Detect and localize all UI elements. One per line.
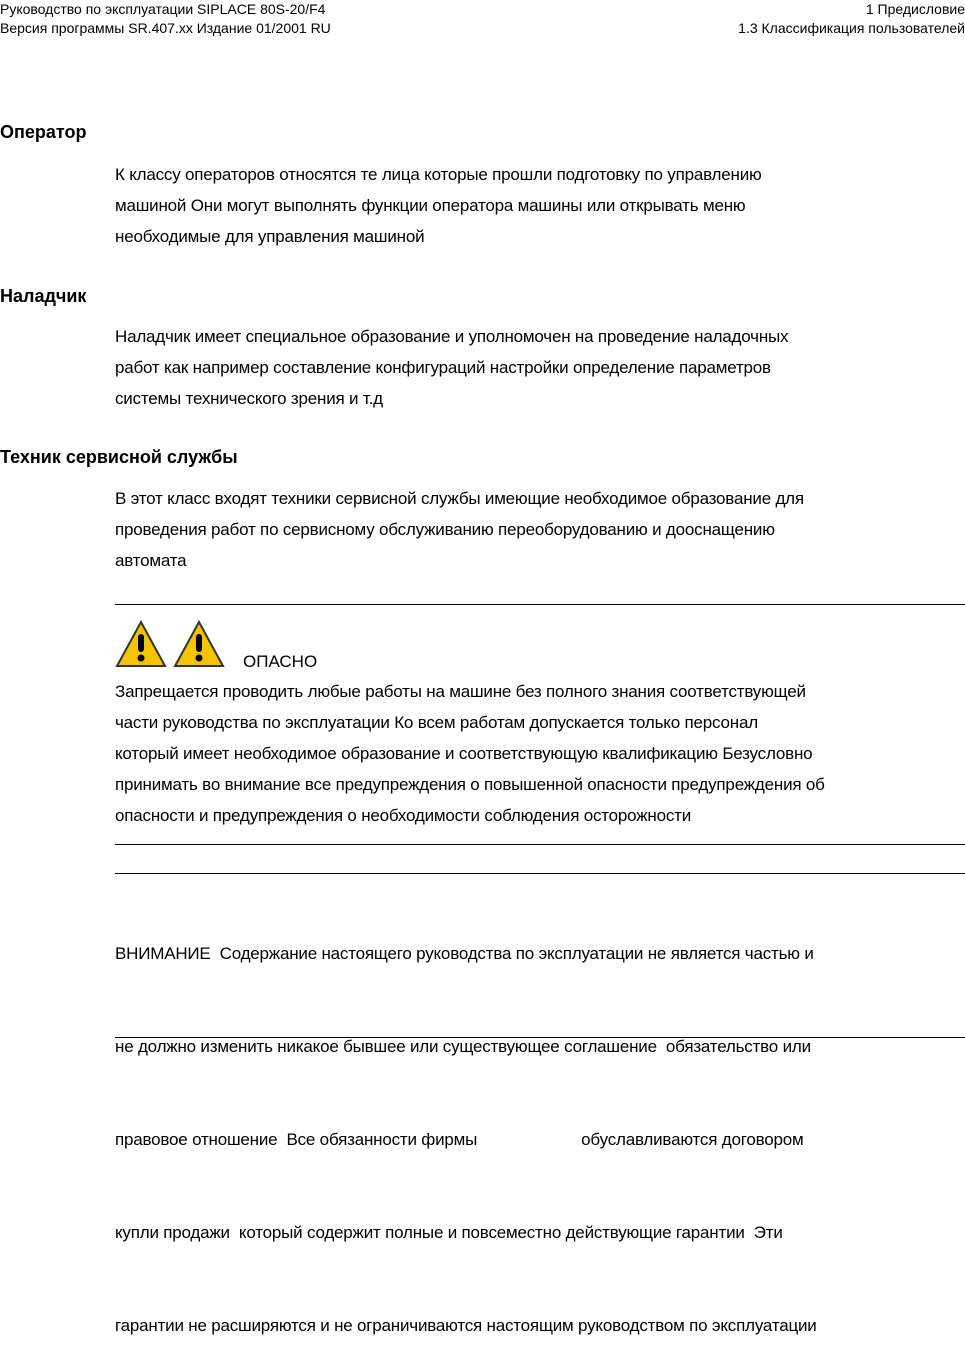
text-line: Наладчик имеет специальное образование и уполномочен на проведение наладочных <box>115 327 789 346</box>
text-line: К классу операторов относятся те лица которые прошли подготовку по управлению <box>115 165 762 184</box>
text-line: необходимые для управления машиной <box>115 227 425 246</box>
header-left <box>0 0 331 38</box>
text-line: не должно изменить никакое бывшее или существующее соглашение обязательство или <box>115 1037 811 1056</box>
operator-paragraph <box>115 159 762 252</box>
version-info: Версия программы SR.407.xx Издание 01/2001 RU <box>0 20 331 36</box>
manual-title: Руководство по эксплуатации SIPLACE 80S-20/F4 <box>0 1 326 17</box>
text-line: правовое отношение Все обязанности фирмы обуславливаются договором <box>115 1130 804 1149</box>
heading-setter: Наладчик <box>0 286 87 306</box>
setter-paragraph <box>115 321 788 414</box>
danger-label: ОПАСНО <box>243 652 318 671</box>
divider <box>115 844 965 845</box>
danger-paragraph <box>115 676 825 831</box>
text-line: части руководства по эксплуатации Ко всем работам допускается только персонал <box>115 713 758 732</box>
heading-operator: Оператор <box>0 122 87 142</box>
warning-triangle-icon <box>115 620 167 668</box>
divider <box>115 873 965 874</box>
text-line: Запрещается проводить любые работы на машине без полного знания соответствующей <box>115 682 806 701</box>
text-line: системы технического зрения и т.д <box>115 389 383 408</box>
divider <box>115 1037 965 1038</box>
divider <box>115 604 965 605</box>
text-line: машиной Они могут выполнять функции оператора машины или открывать меню <box>115 196 746 215</box>
text-line: купли продажи который содержит полные и повсеместно действующие гарантии Эти <box>115 1223 783 1242</box>
text-line: В этот класс входят техники сервисной службы имеющие необходимое образование для <box>115 489 804 508</box>
chapter-title: 1 Предисловие <box>865 1 965 17</box>
warning-triangle-icon <box>173 620 225 668</box>
text-line: опасности и предупреждения о необходимости соблюдения осторожности <box>115 806 692 825</box>
warning-icons <box>115 620 225 668</box>
heading-service-technician: Техник сервисной службы <box>0 447 238 467</box>
text-line: проведения работ по сервисному обслуживанию переоборудованию и дооснащению <box>115 520 775 539</box>
notice-paragraph <box>115 876 817 1372</box>
text-line: ВНИМАНИЕ Содержание настоящего руководства по эксплуатации не является частью и <box>115 944 814 963</box>
text-line: работ как например составление конфигураций настройки определение параметров <box>115 358 771 377</box>
section-title: 1.3 Классификация пользователей <box>738 20 965 36</box>
service-paragraph <box>115 483 804 576</box>
text-line: гарантии не расширяются и не ограничиваются настоящим руководством по эксплуатации <box>115 1316 817 1335</box>
text-line: принимать во внимание все предупреждения о повышенной опасности предупреждения об <box>115 775 825 794</box>
text-line: который имеет необходимое образование и соответствующую квалификацию Безусловно <box>115 744 813 763</box>
header-right <box>738 0 965 38</box>
text-line: автомата <box>115 551 187 570</box>
